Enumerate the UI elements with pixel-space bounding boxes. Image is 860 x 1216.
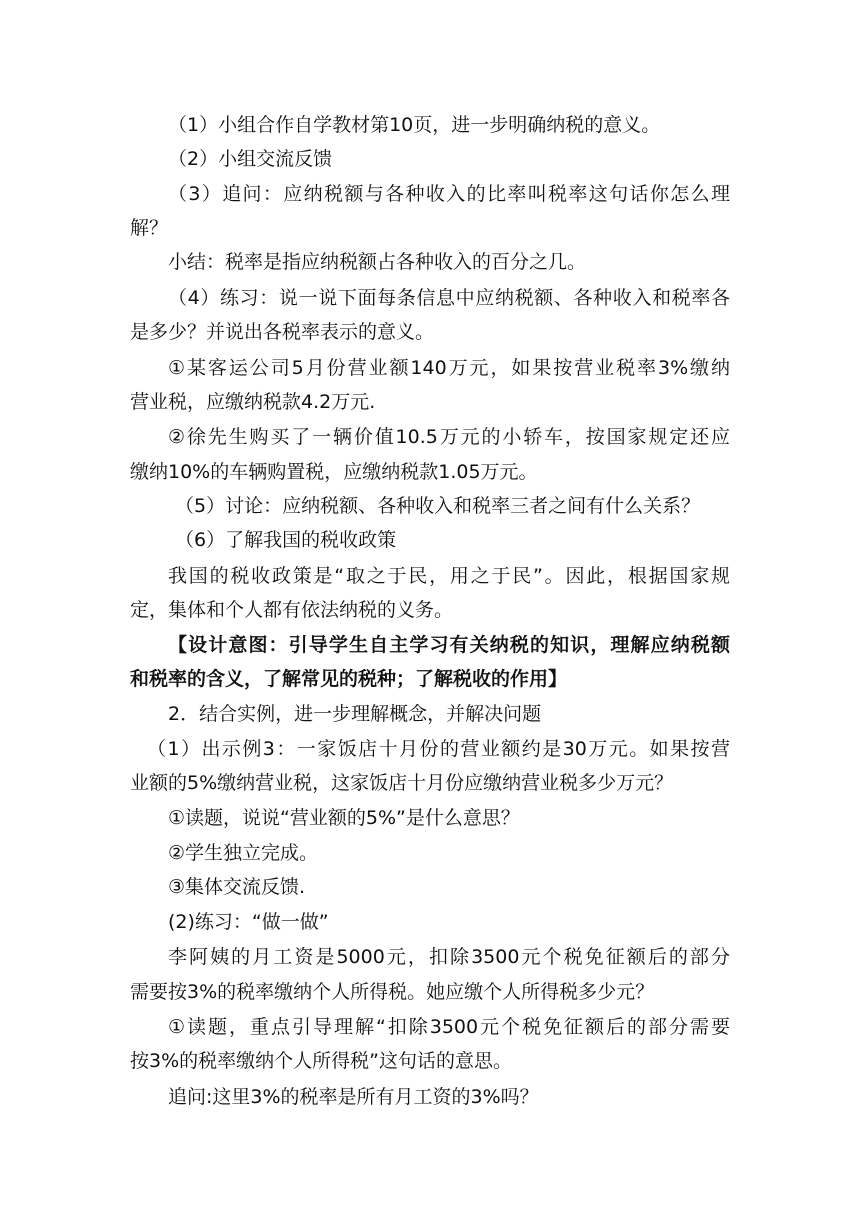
- text-line: （4）练习：说一说下面每条信息中应纳税额、各种收入和税率各: [168, 287, 730, 309]
- text-line: 是多少？并说出各税率表示的意义。: [130, 321, 435, 343]
- text-line: 缴纳10%的车辆购置税，应缴纳税款1.05万元。: [130, 461, 538, 483]
- text-line: 小结：税率是指应纳税额占各种收入的百分之几。: [168, 251, 587, 273]
- text-line: 解？: [130, 217, 169, 239]
- design-intent-line: 【设计意图：引导学生自主学习有关纳税的知识，理解应纳税额: [168, 634, 730, 656]
- text-line: ③集体交流反馈.: [168, 876, 306, 898]
- text-line: （3）追问：应纳税额与各种收入的比率叫税率这句话你怎么理: [168, 183, 730, 205]
- text-line: 追问:这里3%的税率是所有月工资的3%吗？: [168, 1086, 539, 1108]
- text-line: 我国的税收政策是“取之于民，用之于民”。因此，根据国家规: [168, 565, 730, 587]
- text-line: （1）小组合作自学教材第10页，进一步明确纳税的意义。: [168, 114, 661, 136]
- text-line: (2)练习：“做一做”: [168, 911, 329, 933]
- text-line: 业额的5%缴纳营业税，这家饭店十月份应缴纳营业税多少万元？: [130, 772, 674, 794]
- text-line: ②学生独立完成。: [168, 842, 319, 864]
- text-line: ①读题，说说“营业额的5%”是什么意思？: [168, 807, 520, 829]
- text-line: （2）小组交流反馈: [168, 148, 333, 170]
- section-heading: 2．结合实例，进一步理解概念，并解决问题: [168, 703, 542, 725]
- design-intent-line: 和税率的含义，了解常见的税种；了解税收的作用】: [130, 668, 568, 690]
- text-line: 营业税，应缴纳税款4.2万元.: [130, 391, 376, 413]
- text-line: （6）了解我国的税收政策: [175, 529, 397, 551]
- text-line: 需要按3%的税率缴纳个人所得税。她应缴个人所得税多少元？: [130, 981, 655, 1003]
- text-line: 按3%的税率缴纳个人所得税”这句话的意思。: [130, 1050, 512, 1072]
- text-line: ①某客运公司5月份营业额140万元，如果按营业税率3%缴纳: [168, 357, 730, 379]
- text-line: （5）讨论：应纳税额、各种收入和税率三者之间有什么关系？: [175, 495, 701, 517]
- text-line: 李阿姨的月工资是5000元，扣除3500元个税免征额后的部分: [168, 946, 730, 968]
- text-line: ①读题，重点引导理解“扣除3500元个税免征额后的部分需要: [168, 1016, 730, 1038]
- text-line: 定，集体和个人都有依法纳税的义务。: [130, 599, 454, 621]
- text-line: ②徐先生购买了一辆价值10.5万元的小轿车，按国家规定还应: [168, 426, 730, 448]
- text-line: （1）出示例3：一家饭店十月份的营业额约是30万元。如果按营: [147, 738, 730, 760]
